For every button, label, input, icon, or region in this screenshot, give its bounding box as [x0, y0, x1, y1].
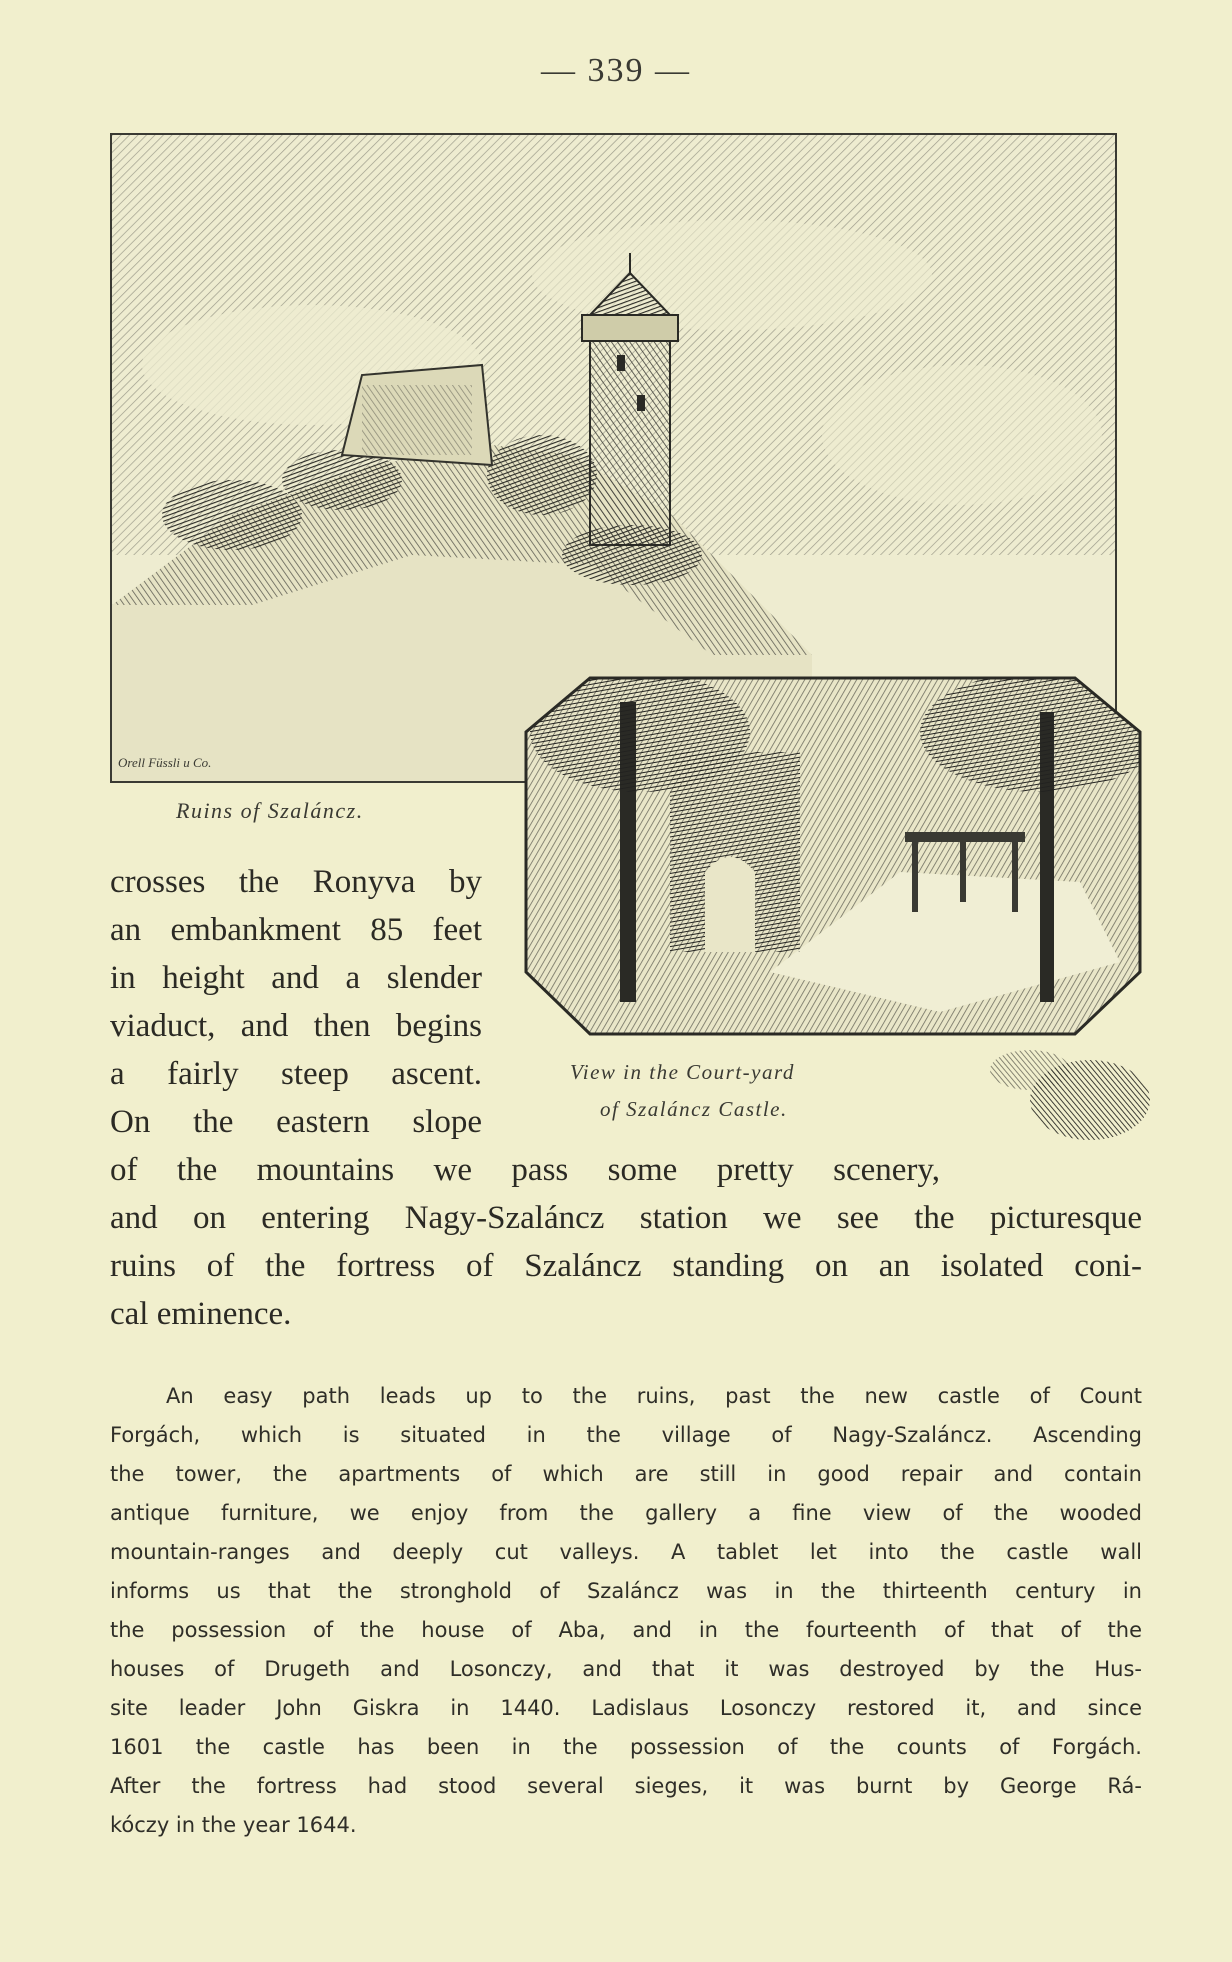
small-text-line: kóczy in the year 1644.: [110, 1813, 357, 1837]
body-line: crosses the Ronyva by: [110, 864, 482, 900]
body-line: and on entering Nagy-Szaláncz station we see the picturesque: [110, 1200, 1142, 1236]
foliage-vignette: [960, 1030, 1160, 1160]
small-text-line: houses of Drugeth and Losonczy, and that it was destroyed by the Hus-: [110, 1657, 1142, 1681]
body-line: On the eastern slope: [110, 1104, 482, 1140]
small-text-line: An easy path leads up to the ruins, past the new castle of Count: [166, 1384, 1142, 1408]
courtyard-engraving: [520, 672, 1145, 1040]
small-text-line: the possession of the house of Aba, and in the fourteenth of that of the: [110, 1618, 1142, 1642]
small-text-line: Forgách, which is situated in the village of Nagy-Szaláncz. Ascending: [110, 1423, 1142, 1447]
small-text-line: 1601 the castle has been in the possession of the counts of Forgách.: [110, 1735, 1142, 1759]
small-text-line: site leader John Giskra in 1440. Ladislaus Losonczy restored it, and since: [110, 1696, 1142, 1720]
body-line: of the mountains we pass some pretty scenery,: [110, 1152, 940, 1188]
small-text-line: antique furniture, we enjoy from the gallery a fine view of the wooded: [110, 1501, 1142, 1525]
body-line: a fairly steep ascent.: [110, 1056, 482, 1092]
body-line: viaduct, and then begins: [110, 1008, 482, 1044]
body-line: cal eminence.: [110, 1296, 292, 1332]
courtyard-caption-line-2: of Szaláncz Castle.: [600, 1097, 788, 1121]
page-number: — 339 —: [541, 52, 691, 89]
ruins-caption: Ruins of Szaláncz.: [176, 798, 364, 823]
body-line: an embankment 85 feet: [110, 912, 482, 948]
small-text-line: mountain-ranges and deeply cut valleys. A tablet let into the castle wall: [110, 1540, 1142, 1564]
small-text-line: the tower, the apartments of which are still in good repair and contain: [110, 1462, 1142, 1486]
small-text-line: After the fortress had stood several sieges, it was burnt by George Rá-: [110, 1774, 1142, 1798]
engraver-signature: Orell Füssli u Co.: [118, 755, 212, 770]
courtyard-caption-line-1: View in the Court-yard: [570, 1060, 795, 1084]
small-text-line: informs us that the stronghold of Szaláncz was in the thirteenth century in: [110, 1579, 1142, 1603]
body-line: in height and a slender: [110, 960, 482, 996]
body-line: ruins of the fortress of Szaláncz standing on an isolated coni-: [110, 1248, 1142, 1284]
